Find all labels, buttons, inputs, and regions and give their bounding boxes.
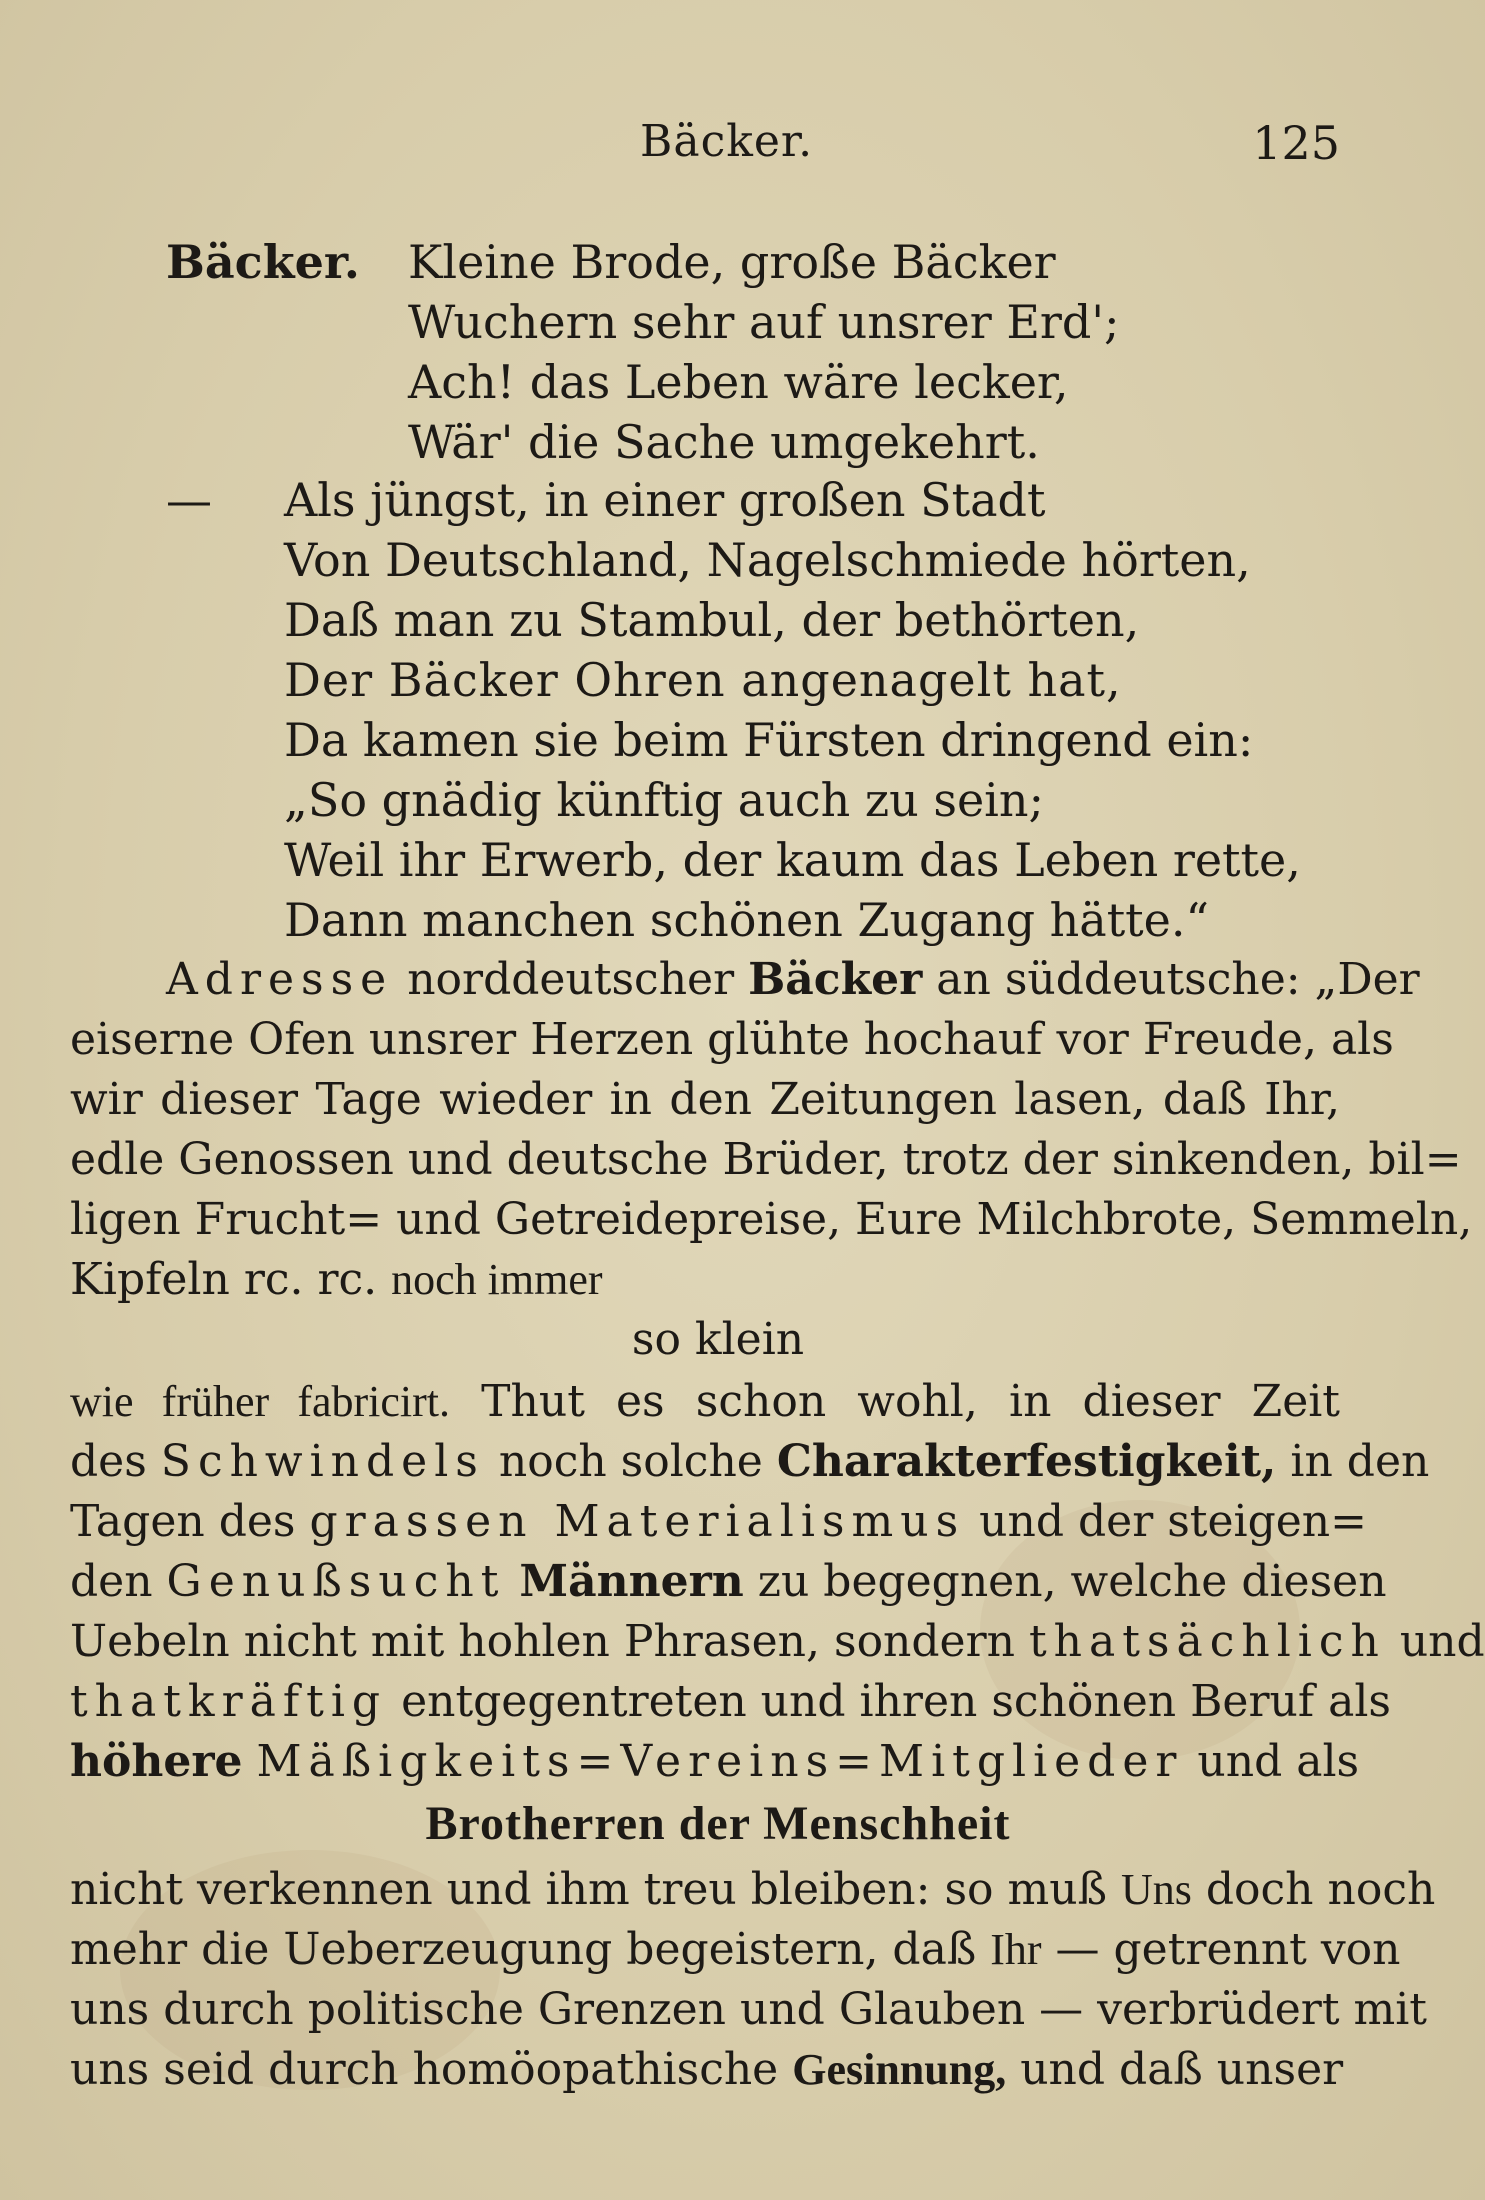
text: — getrennt von (1055, 1924, 1401, 1975)
centered-word: so klein (631, 1314, 805, 1365)
text: und (1399, 1616, 1485, 1667)
verse-line: Wuchern sehr auf unsrer Erd'; (408, 295, 1120, 349)
prose-line (70, 2040, 1344, 2100)
spaced-word: Genußsucht (166, 1556, 506, 1607)
text: Tagen des (70, 1496, 296, 1547)
verse-line: Der Bäcker Ohren angenagelt hat, (284, 653, 1122, 707)
spaced-word: Mäßigkeits=Vereins=Mitglieder (256, 1736, 1184, 1787)
prose-line (70, 1552, 1387, 1612)
prose-line (70, 1612, 1485, 1672)
roman-text: wie früher fabricirt. (70, 1377, 451, 1426)
spaced-word: Schwindels (160, 1436, 485, 1487)
text: mehr die Ueberzeugung begeistern, daß (70, 1924, 977, 1975)
bold-word: Charakterfestigkeit, (776, 1436, 1277, 1487)
text: uns seid durch homöopathische (70, 2044, 779, 2095)
text: des (70, 1436, 147, 1487)
text: den (70, 1556, 153, 1607)
bold-word: Männern (519, 1556, 744, 1607)
spaced-word: Adresse (166, 954, 394, 1005)
prose-line (70, 1432, 1430, 1492)
roman-text: noch immer (391, 1255, 603, 1304)
centered-heading: Brotherren der Menschheit (425, 1797, 1011, 1850)
spaced-word: thatsächlich (1028, 1616, 1386, 1667)
verse-line: Wär' die Sache umgekehrt. (408, 415, 1040, 469)
speaker-label: Bäcker. (166, 235, 360, 289)
page-number: 125 (1252, 116, 1340, 170)
verse-line: Dann manchen schönen Zugang hätte.“ (284, 893, 1210, 947)
page-header (0, 116, 1436, 176)
text: nicht verkennen und ihm treu bleiben: so muß (70, 1864, 1107, 1915)
text: an süddeutsche: „Der (936, 954, 1420, 1005)
prose-line: ligen Frucht= und Getreidepreise, Eure Milchbrote, Semmeln, (70, 1194, 1473, 1245)
bold-word: Gesinnung, (792, 2045, 1007, 2094)
bold-word: Bäcker (748, 954, 923, 1005)
text: doch noch (1205, 1864, 1436, 1915)
text: in den (1290, 1436, 1430, 1487)
spaced-word: grassen Materialismus (309, 1496, 966, 1547)
verse-line: „So gnädig künftig auch zu sein; (284, 773, 1045, 827)
verse-line: Weil ihr Erwerb, der kaum das Leben rette, (284, 833, 1301, 887)
verse-line: Ach! das Leben wäre lecker, (408, 355, 1069, 409)
text: Thut es schon wohl, in dieser Zeit (481, 1376, 1340, 1427)
text: noch solche (498, 1436, 763, 1487)
text: Uebeln nicht mit hohlen Phrasen, sondern (70, 1616, 1015, 1667)
text: und als (1197, 1736, 1360, 1787)
text: norddeutscher (407, 954, 735, 1005)
prose-line (70, 1860, 1436, 1920)
verse-line: Kleine Brode, große Bäcker (408, 235, 1056, 289)
prose-line (70, 1920, 1401, 1980)
prose-line: eiserne Ofen unsrer Herzen glühte hochauf vor Freude, als (70, 1014, 1394, 1065)
verse-line: Daß man zu Stambul, der bethörten, (284, 593, 1140, 647)
bold-word: höhere (70, 1736, 243, 1787)
prose-line (70, 1672, 1391, 1732)
prose-line: uns durch politische Grenzen und Glauben — verbrüdert mit (70, 1984, 1427, 2035)
text: entgegentreten und ihren schönen Beruf als (401, 1676, 1391, 1727)
prose-line (70, 1732, 1360, 1792)
prose-line (70, 1372, 1340, 1432)
running-title: Bäcker. (640, 116, 814, 167)
roman-text: Uns (1120, 1865, 1192, 1914)
verse-line: Als jüngst, in einer großen Stadt (284, 473, 1046, 527)
text: und daß unser (1020, 2044, 1344, 2095)
spaced-word: thatkräftig (70, 1676, 388, 1727)
roman-text: Ihr (990, 1925, 1042, 1974)
verse-line: Von Deutschland, Nagelschmiede hörten, (284, 533, 1251, 587)
text: Kipfeln rc. rc. (70, 1254, 378, 1305)
prose-line (166, 950, 1420, 1010)
prose-line (70, 1492, 1367, 1552)
text: und der steigen= (979, 1496, 1367, 1547)
prose-line (70, 1250, 1340, 1310)
prose-line: wir dieser Tage wieder in den Zeitungen lasen, daß Ihr, (70, 1074, 1340, 1125)
text: zu begegnen, welche diesen (757, 1556, 1387, 1607)
verse-line: Da kamen sie beim Fürsten dringend ein: (284, 713, 1254, 767)
prose-line: edle Genossen und deutsche Brüder, trotz der sinkenden, bil= (70, 1134, 1462, 1185)
dash: — (166, 473, 212, 527)
